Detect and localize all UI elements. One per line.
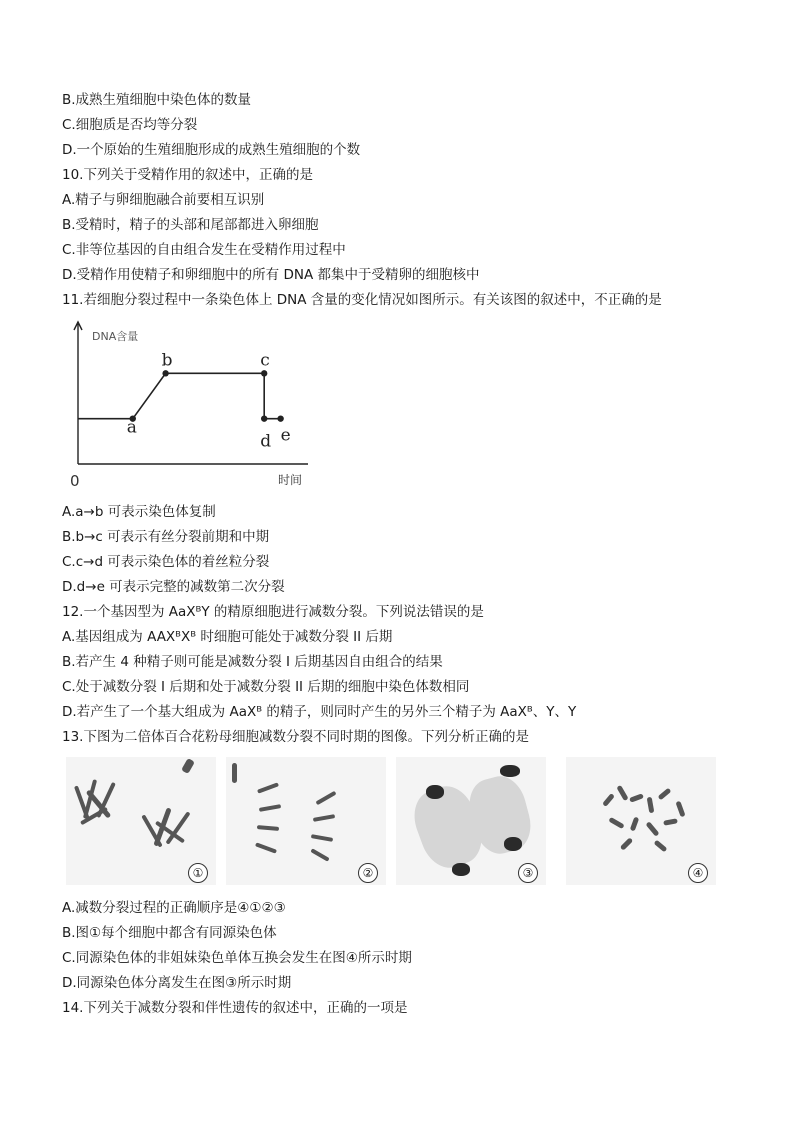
question-10: 10.下列关于受精作用的叙述中，正确的是 bbox=[62, 167, 313, 183]
micrograph-2-label: ② bbox=[358, 863, 378, 883]
option-d-q9: D.一个原始的生殖细胞形成的成熟生殖细胞的个数 bbox=[62, 142, 361, 158]
point-b bbox=[162, 370, 168, 376]
option-a-q11: A.a→b 可表示染色体复制 bbox=[62, 504, 216, 520]
option-c-q11: C.c→d 可表示染色体的着丝粒分裂 bbox=[62, 554, 270, 570]
point-label-a: a bbox=[126, 417, 137, 438]
option-c-q10: C.非等位基因的自由组合发生在受精作用过程中 bbox=[62, 242, 346, 258]
question-12: 12.一个基因型为 AaXᴮY 的精原细胞进行减数分裂。下列说法错误的是 bbox=[62, 604, 484, 620]
question-14: 14.下列关于减数分裂和伴性遗传的叙述中，正确的一项是 bbox=[62, 1000, 408, 1016]
point-e bbox=[277, 415, 283, 421]
point-c bbox=[261, 370, 267, 376]
point-label-b: b bbox=[161, 350, 173, 371]
option-b-q13: B.图①每个细胞中都含有同源染色体 bbox=[62, 925, 277, 941]
option-c-q9: C.细胞质是否均等分裂 bbox=[62, 117, 198, 133]
option-a-q10: A.精子与卵细胞融合前要相互识别 bbox=[62, 192, 265, 208]
point-label-d: d bbox=[260, 431, 272, 452]
option-b-q10: B.受精时，精子的头部和尾部都进入卵细胞 bbox=[62, 217, 319, 233]
question-11: 11.若细胞分裂过程中一条染色体上 DNA 含量的变化情况如图所示。有关该图的叙述中，不正确的是 bbox=[62, 292, 662, 308]
option-a-q12: A.基因组成为 AAXᴮXᴮ 时细胞可能处于减数分裂 II 后期 bbox=[62, 629, 393, 645]
option-c-q12: C.处于减数分裂 I 后期和处于减数分裂 II 后期的细胞中染色体数相同 bbox=[62, 679, 470, 695]
micrograph-3-label: ③ bbox=[518, 863, 538, 883]
option-d-q10: D.受精作用使精子和卵细胞中的所有 DNA 都集中于受精卵的细胞核中 bbox=[62, 267, 480, 283]
option-d-q11: D.d→e 可表示完整的减数第二次分裂 bbox=[62, 579, 285, 595]
micrograph-4 bbox=[566, 757, 716, 885]
option-b-q9: B.成熟生殖细胞中染色体的数量 bbox=[62, 92, 252, 108]
dna-series-line bbox=[78, 373, 281, 418]
micrograph-1 bbox=[66, 757, 216, 885]
option-b-q11: B.b→c 可表示有丝分裂前期和中期 bbox=[62, 529, 270, 545]
option-d-q12: D.若产生了一个基大组成为 AaXᴮ 的精子，则同时产生的另外三个精子为 AaXᴮ、Y、Y bbox=[62, 704, 577, 720]
dna-content-chart bbox=[62, 318, 322, 496]
origin-label: 0 bbox=[70, 472, 80, 490]
point-label-c: c bbox=[260, 350, 270, 371]
x-axis-label: 时间 bbox=[278, 473, 303, 487]
question-13: 13.下图为二倍体百合花粉母细胞减数分裂不同时期的图像。下列分析正确的是 bbox=[62, 729, 529, 745]
point-d bbox=[261, 415, 267, 421]
micrograph-3 bbox=[396, 757, 546, 885]
option-c-q13: C.同源染色体的非姐妹染色单体互换会发生在图④所示时期 bbox=[62, 950, 412, 966]
option-d-q13: D.同源染色体分离发生在图③所示时期 bbox=[62, 975, 292, 991]
option-b-q12: B.若产生 4 种精子则可能是减数分裂 I 后期基因自由组合的结果 bbox=[62, 654, 443, 670]
micrograph-1-label: ① bbox=[188, 863, 208, 883]
point-label-e: e bbox=[280, 425, 291, 446]
y-axis-label: DNA含量 bbox=[92, 330, 139, 343]
micrograph-2 bbox=[226, 757, 386, 885]
micrograph-4-label: ④ bbox=[688, 863, 708, 883]
option-a-q13: A.减数分裂过程的正确顺序是④①②③ bbox=[62, 900, 286, 916]
